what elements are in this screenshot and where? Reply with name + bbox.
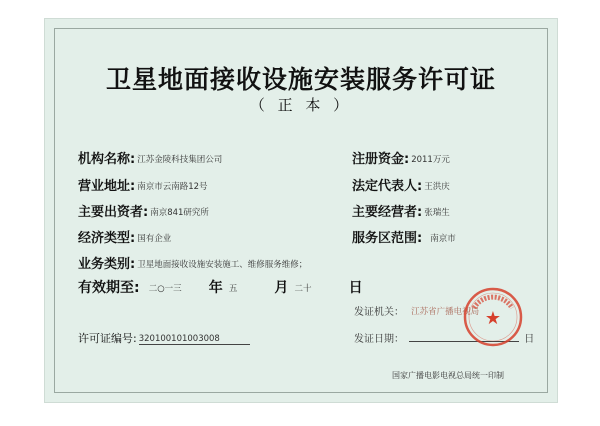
field-org-name xyxy=(78,148,222,167)
org-name-label: 机构名称: xyxy=(78,152,136,167)
official-seal-icon xyxy=(462,286,524,348)
footer-printer xyxy=(390,364,504,383)
investor-label: 主要出资者: xyxy=(78,205,149,220)
address-value: 南京市云南路12号 xyxy=(137,182,208,192)
issue-date-unit: 日 xyxy=(524,334,535,345)
manager-label: 主要经营者: xyxy=(352,205,423,220)
business-value: 卫星地面接收设施安装施工、维修服务维修； xyxy=(137,260,308,270)
footer-text: 国家广播电影电视总局统一印制 xyxy=(392,371,504,380)
validity-year: 二○一三 xyxy=(148,284,182,294)
reg-capital-value: 2011万元 xyxy=(411,155,450,165)
field-issuer xyxy=(354,300,479,319)
license-no-value: 320100101003008 xyxy=(139,334,250,345)
validity-day: 二十 xyxy=(294,284,312,294)
field-license-no xyxy=(78,327,250,346)
field-validity xyxy=(78,277,363,297)
validity-month-unit: 月 xyxy=(274,280,289,296)
field-address xyxy=(78,175,208,194)
issue-date-label: 发证日期： xyxy=(354,334,404,345)
validity-day-unit: 日 xyxy=(348,280,363,296)
service-area-value: 南京市 xyxy=(430,234,456,244)
issuer-label: 发证机关： xyxy=(354,307,404,318)
investor-value: 南京841研究所 xyxy=(150,208,209,218)
field-business xyxy=(78,253,307,272)
econ-type-value: 国有企业 xyxy=(137,234,172,244)
econ-type-label: 经济类型: xyxy=(78,231,136,246)
certificate-subtitle: （ 正 本 ） xyxy=(249,96,353,114)
certificate xyxy=(44,18,558,403)
business-label: 业务类别: xyxy=(78,257,136,272)
field-econ-type xyxy=(78,227,171,246)
field-manager xyxy=(352,201,450,220)
manager-value: 张瑞生 xyxy=(424,208,450,218)
field-reg-capital xyxy=(352,148,450,167)
service-area-label: 服务区范围: xyxy=(352,231,423,246)
validity-month: 五 xyxy=(228,284,238,294)
org-name-value: 江苏金陵科技集团公司 xyxy=(137,155,223,165)
field-investor xyxy=(78,201,209,220)
certificate-title: 卫星地面接收设施安装服务许可证 xyxy=(105,65,496,94)
address-label: 营业地址: xyxy=(78,179,136,194)
seal-star: ★ xyxy=(484,308,502,329)
issuer-value: 江苏省广播电视局 xyxy=(411,307,480,317)
reg-capital-label: 注册资金: xyxy=(352,152,410,167)
legal-rep-value: 王洪庆 xyxy=(424,182,450,192)
validity-label: 有效期至: xyxy=(78,280,140,296)
validity-year-unit: 年 xyxy=(208,280,223,296)
legal-rep-label: 法定代表人: xyxy=(352,179,423,194)
license-no-label: 许可证编号: xyxy=(78,332,137,345)
field-legal-rep xyxy=(352,175,450,194)
field-service-area xyxy=(352,227,456,246)
